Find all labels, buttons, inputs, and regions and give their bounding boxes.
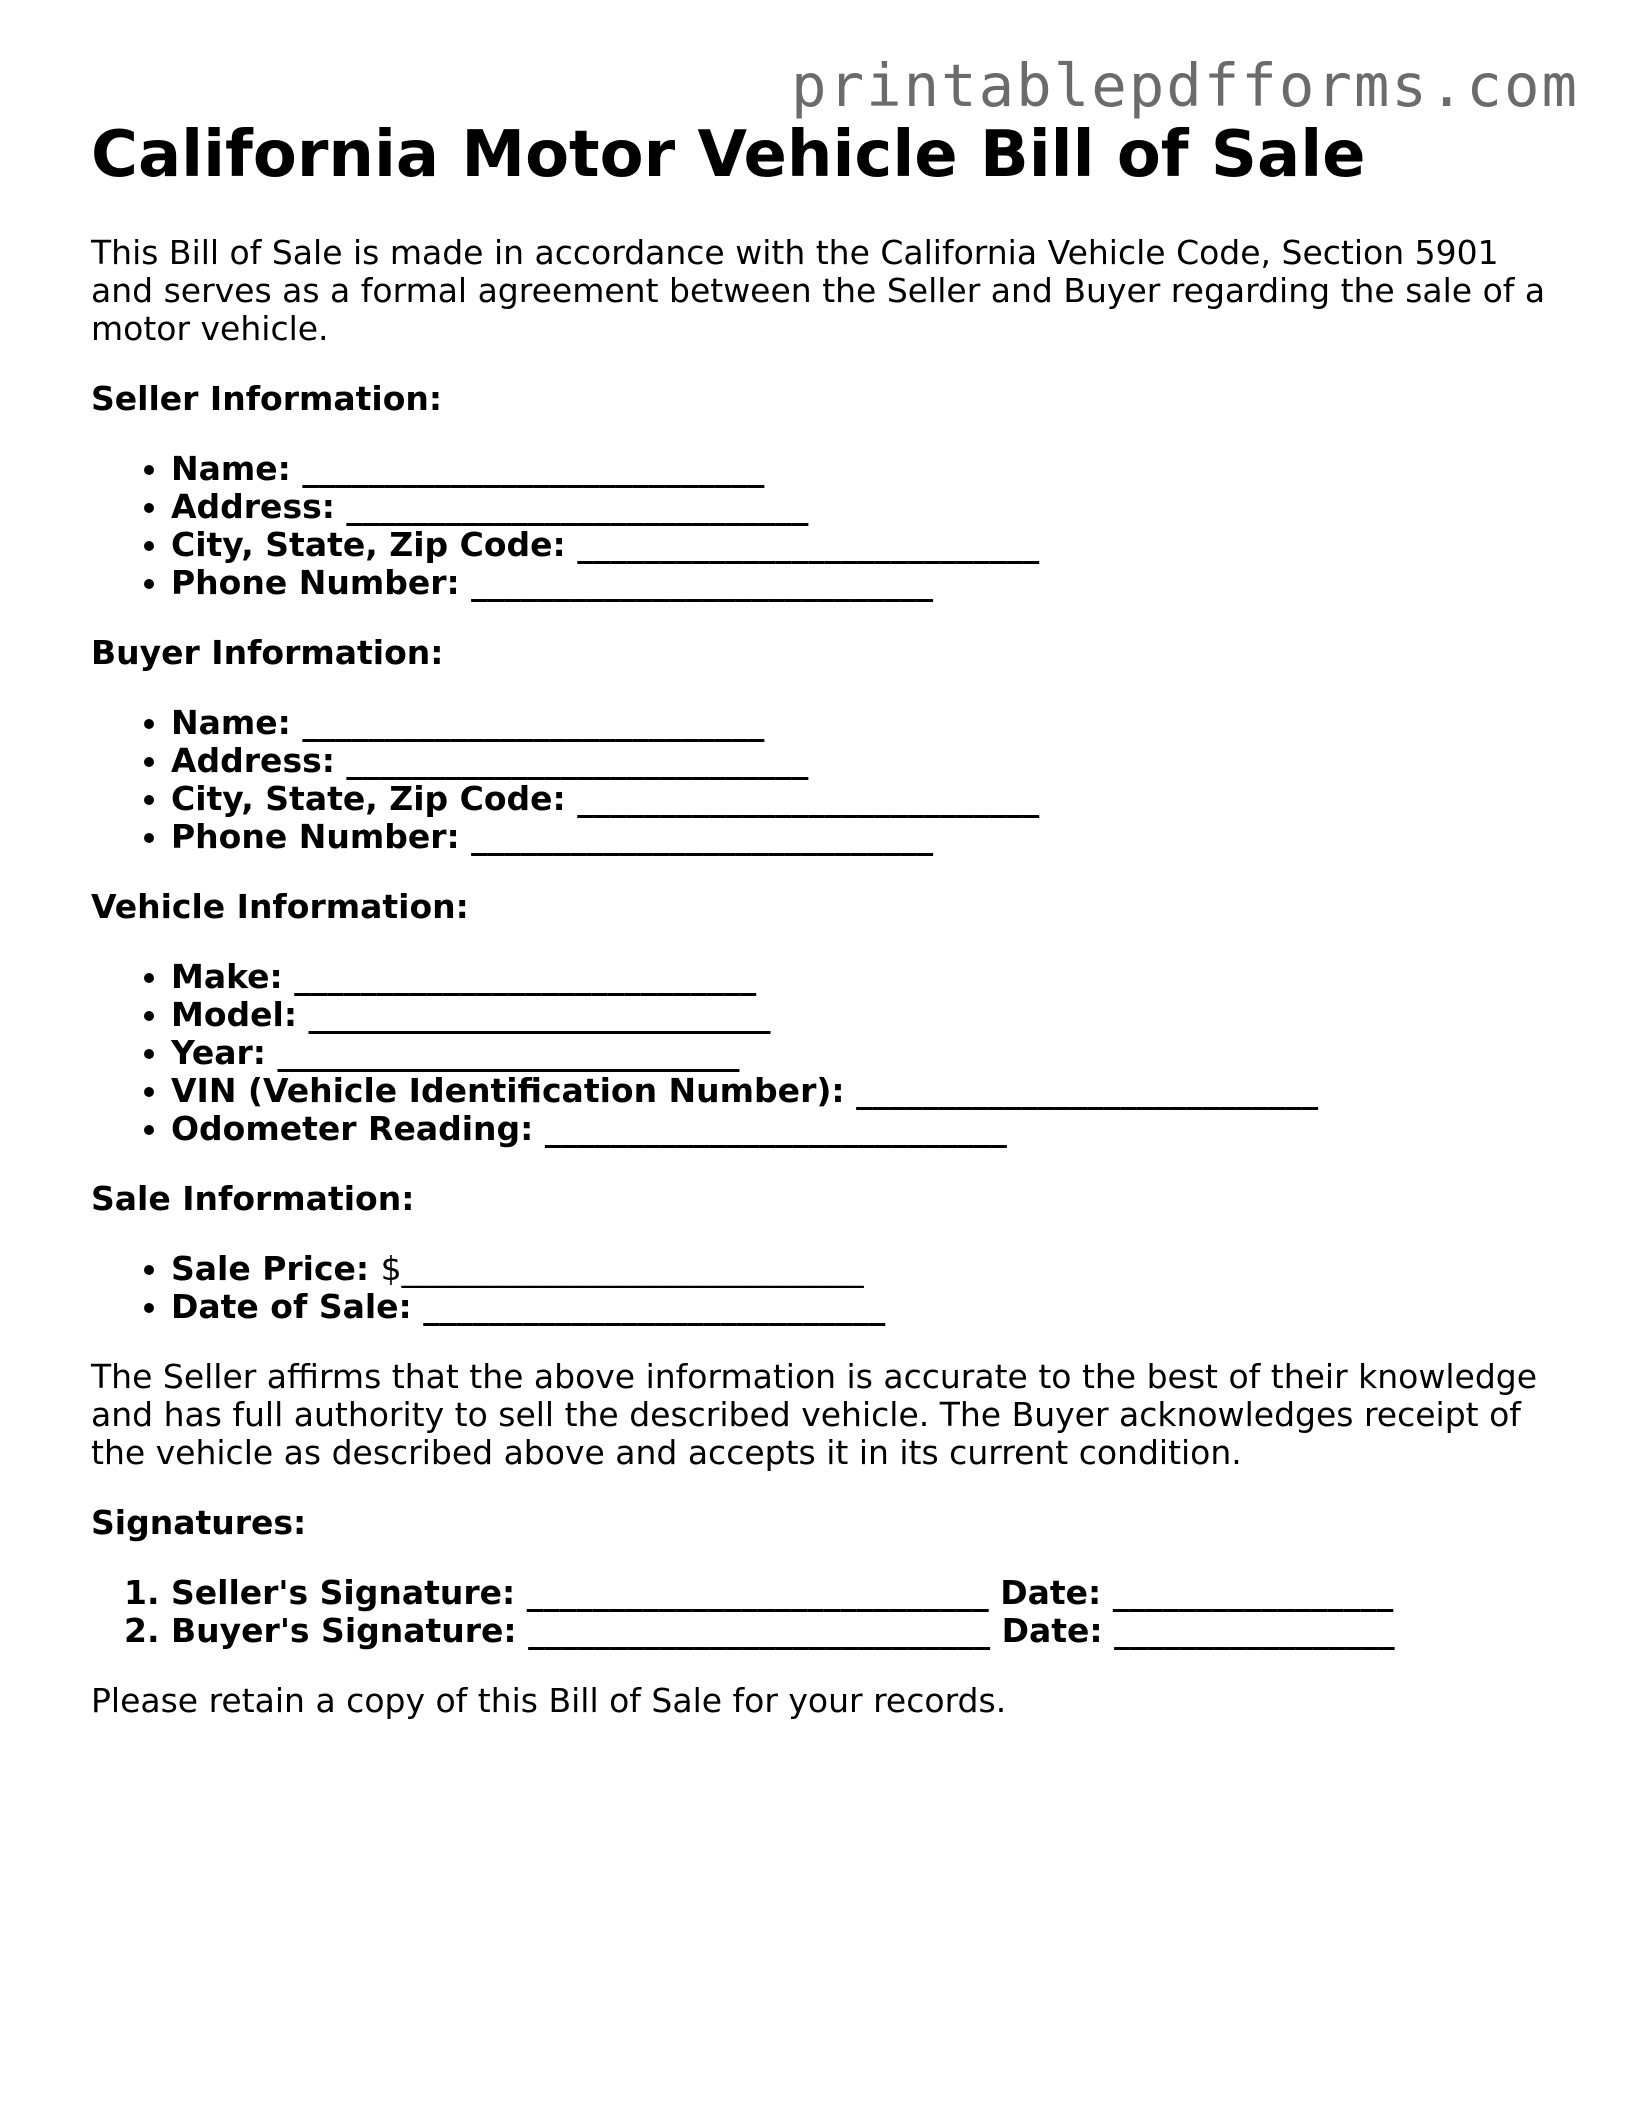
buyer-field-list: [91, 704, 1571, 856]
intro-paragraph: This Bill of Sale is made in accordance with the California Vehicle Code, Section 5901 and serves as a formal agreement between the Seller and Buyer regarding the sale of a motor vehicle.: [91, 233, 1546, 348]
document-title: California Motor Vehicle Bill of Sale: [91, 118, 1366, 192]
affirmation-paragraph: The Seller affirms that the above information is accurate to the best of their knowledge and has full authority to sell the described vehicle. The Buyer acknowledges receipt of the vehicle as described above and accepts it in its current condition.: [91, 1357, 1538, 1472]
sale-price-blank: $____________________________: [380, 1249, 864, 1288]
document-body: [91, 118, 1571, 1720]
seller-section-heading: Seller Information:: [91, 379, 443, 418]
seller-address-field: • Address: ____________________________: [171, 488, 1571, 526]
vehicle-vin-field: • VIN (Vehicle Identification Number): ____________________________: [171, 1072, 1571, 1110]
vehicle-odometer-field: • Odometer Reading: ____________________________: [171, 1110, 1571, 1148]
closing-note: Please retain a copy of this Bill of Sale for your records.: [91, 1681, 1007, 1720]
watermark-text: printablepdfforms.com: [791, 51, 1579, 120]
vehicle-year-field: • Year: ____________________________: [171, 1034, 1571, 1072]
seller-phone-field: • Phone Number: ____________________________: [171, 564, 1571, 602]
seller-city-field: • City, State, Zip Code: ____________________________: [171, 526, 1571, 564]
seller-field-list: [91, 450, 1571, 602]
buyer-city-field: • City, State, Zip Code: ____________________________: [171, 780, 1571, 818]
buyer-name-field: • Name: ____________________________: [171, 704, 1571, 742]
vehicle-field-list: [91, 958, 1571, 1148]
sale-section-heading: Sale Information:: [91, 1179, 415, 1218]
seller-name-field: • Name: ____________________________: [171, 450, 1571, 488]
vehicle-make-field: • Make: ____________________________: [171, 958, 1571, 996]
signatures-section-heading: Signatures:: [91, 1503, 307, 1542]
sale-date-field: • Date of Sale: ____________________________: [171, 1288, 1571, 1326]
seller-signature-line: 1. Seller's Signature: ____________________________ Date: _________________: [171, 1574, 1571, 1612]
sale-field-list: [91, 1250, 1571, 1326]
buyer-address-field: • Address: ____________________________: [171, 742, 1571, 780]
vehicle-model-field: • Model: ____________________________: [171, 996, 1571, 1034]
buyer-phone-field: • Phone Number: ____________________________: [171, 818, 1571, 856]
buyer-signature-line: 2. Buyer's Signature: ____________________________ Date: _________________: [171, 1612, 1571, 1650]
signature-list: [91, 1574, 1571, 1650]
sale-price-field: [171, 1250, 1571, 1288]
sale-price-label: Sale Price:: [171, 1249, 370, 1288]
buyer-section-heading: Buyer Information:: [91, 633, 444, 672]
vehicle-section-heading: Vehicle Information:: [91, 887, 469, 926]
